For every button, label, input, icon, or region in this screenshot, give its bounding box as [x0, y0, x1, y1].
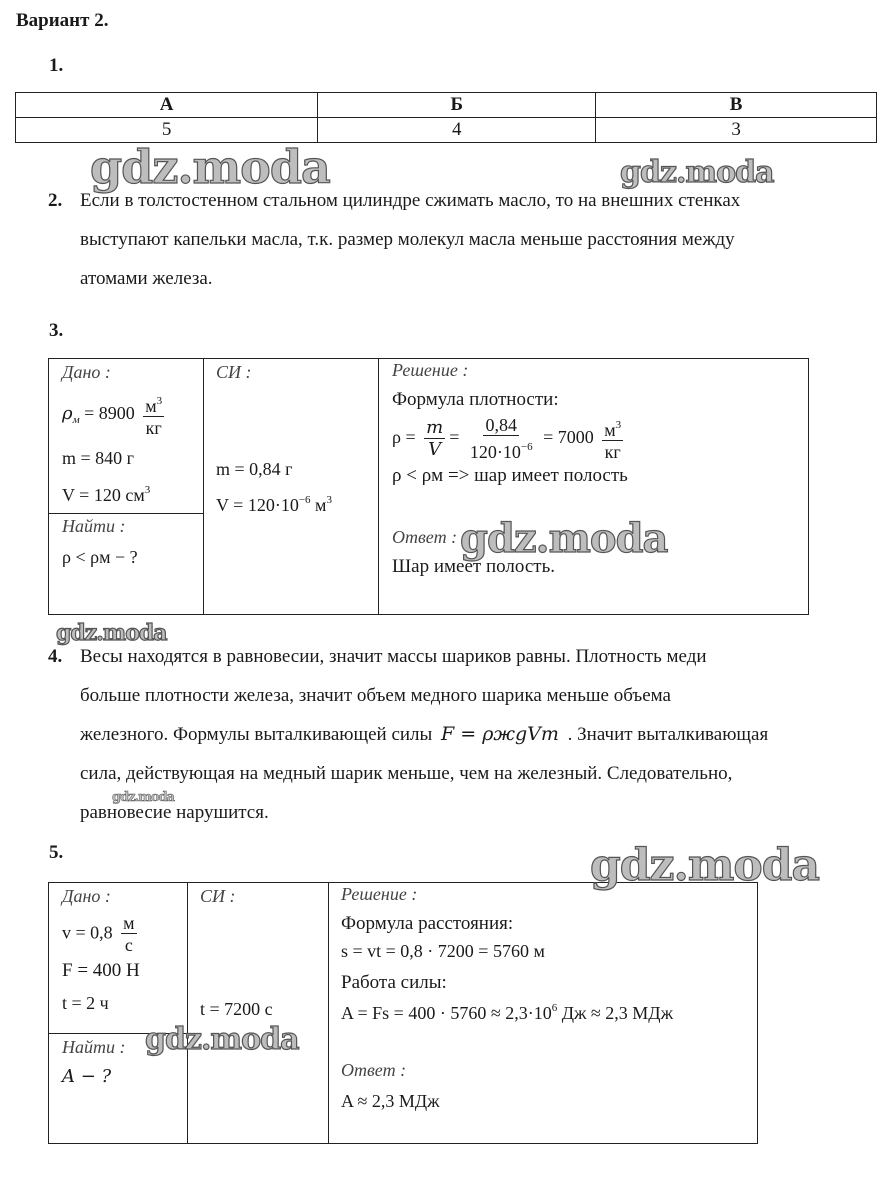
fraction [468, 415, 535, 463]
superscript: 6 [551, 1002, 558, 1014]
unit: м [123, 913, 135, 933]
superscript: −6 [520, 441, 533, 453]
answer-line: Весы находятся в равновесии, значит массы шариков равны. Плотность меди [80, 646, 707, 667]
answer-line: равновесие нарушится. [80, 802, 269, 823]
watermark: gdz.moda [112, 790, 175, 805]
divider [378, 358, 379, 615]
divider [187, 882, 188, 1144]
unit-fraction [121, 913, 136, 956]
question-2 [48, 181, 870, 298]
table-cell: 5 [16, 118, 318, 143]
divider [48, 513, 204, 514]
divider [203, 358, 204, 615]
find-value: ρ < ρм − ? [62, 547, 138, 567]
unit: м [315, 495, 327, 515]
unit: м [604, 420, 616, 440]
solution-section [341, 884, 673, 1112]
watermark: gdz.moda [145, 1022, 299, 1057]
given-section [62, 362, 168, 510]
text: . Значит выталкивающая [567, 724, 769, 745]
text: железного. Формулы выталкивающей силы [80, 724, 433, 745]
si-label: СИ : [216, 362, 252, 382]
answer-line: Если в толстостенном стальном цилиндре сжимать масло, то на внешних стенках [80, 190, 741, 211]
si-mass: m = 0,84 г [216, 459, 293, 479]
unit: м [145, 396, 157, 416]
superscript: 3 [144, 484, 151, 496]
numerator: m [426, 416, 444, 438]
formula-part: = [449, 427, 460, 448]
answer-label: Ответ : [392, 527, 458, 547]
watermark: gdz.moda [590, 840, 820, 891]
unit: с [124, 935, 133, 955]
si-section [216, 362, 332, 520]
si-section [200, 886, 273, 1020]
formula-part: ρ = [392, 427, 416, 448]
answer-line: атомами железа. [80, 268, 213, 289]
work-formula [341, 1002, 673, 1024]
answer-line: выступают капельки масла, т.к. размер молекул масла меньше расстояния между [80, 229, 735, 250]
given-label: Дано : [62, 362, 111, 382]
watermark: gdz.moda [620, 155, 774, 190]
table-row [16, 118, 877, 143]
comparison: ρ < ρм => шар имеет полость [392, 465, 628, 486]
distance-title: Формула расстояния: [341, 913, 514, 934]
value: v = 0,8 [62, 922, 113, 943]
si-time: t = 7200 с [200, 999, 273, 1019]
table-header-cell: В [596, 93, 877, 118]
divider [328, 882, 329, 1144]
formula-title: Формула плотности: [392, 389, 559, 410]
answer-text: A ≈ 2,3 МДж [341, 1091, 440, 1111]
answer-line: сила, действующая на медный шарик меньше, чем на железный. Следовательно, [80, 763, 733, 784]
fraction [424, 418, 445, 461]
watermark: gdz.moda [56, 620, 167, 646]
table-cell: 3 [596, 118, 877, 143]
distance-formula: s = vt = 0,8 · 7200 = 5760 м [341, 941, 545, 961]
buoyancy-formula: F = ρжgVт [441, 723, 559, 745]
denominator [468, 436, 535, 463]
superscript: 3 [615, 419, 622, 431]
value: 120·10 [469, 442, 521, 462]
superscript: 3 [326, 494, 332, 506]
watermark: gdz.moda [90, 140, 330, 194]
page-title: Вариант 2. [16, 10, 109, 31]
find-section [62, 516, 138, 568]
table-header-cell: Б [318, 93, 596, 118]
numerator: 0,84 [485, 415, 517, 435]
find-label: Найти : [62, 1037, 126, 1057]
question-4 [48, 637, 870, 832]
value: V = 120·10 [216, 495, 299, 515]
subscript: м [72, 414, 80, 427]
find-label: Найти : [62, 516, 126, 536]
answer-text: Шар имеет полость. [392, 556, 555, 577]
question-5-number: 5. [49, 842, 64, 863]
table-header-row [16, 93, 877, 118]
given-speed [62, 913, 141, 956]
value: A = Fs = 400 · 5760 ≈ 2,3·10 [341, 1003, 552, 1023]
solution-label: Решение : [341, 884, 418, 904]
question-4-number: 4. [48, 646, 63, 667]
unit-fraction [602, 415, 623, 463]
find-value: A − ? [62, 1066, 112, 1087]
result: = 7000 [543, 427, 594, 448]
answer-table-q1 [15, 92, 877, 143]
answer-line: больше плотности железа, значит объем медного шарика меньше объема [80, 685, 671, 706]
si-label: СИ : [200, 886, 236, 906]
given-mass: m = 840 г [62, 448, 135, 468]
question-1-number: 1. [49, 55, 64, 76]
given-section [62, 886, 141, 1020]
given-value: = 8900 [84, 403, 135, 424]
work-title: Работа силы: [341, 972, 447, 993]
rho-symbol: ρ [62, 403, 73, 425]
unit: кг [604, 442, 621, 462]
question-2-number: 2. [48, 190, 63, 211]
find-section [62, 1037, 126, 1087]
unit: кг [145, 418, 162, 438]
value: V = 120 см [62, 485, 145, 505]
superscript: 3 [156, 395, 163, 407]
answer-label: Ответ : [341, 1060, 407, 1080]
solution-label: Решение : [392, 360, 469, 380]
answer-line [80, 715, 870, 754]
density-formula [392, 415, 628, 463]
table-header-cell: А [16, 93, 318, 118]
watermark: gdz.moda [460, 515, 668, 562]
question-3-number: 3. [49, 320, 64, 341]
si-volume [216, 485, 332, 520]
given-force: F = 400 Н [62, 960, 140, 981]
value: Дж ≈ 2,3 МДж [557, 1003, 674, 1023]
superscript: −6 [298, 494, 311, 506]
table-cell: 4 [318, 118, 596, 143]
given-time: t = 2 ч [62, 993, 109, 1013]
given-volume [62, 475, 168, 510]
denominator: V [428, 438, 442, 460]
given-label: Дано : [62, 886, 111, 906]
unit-fraction [143, 391, 164, 439]
